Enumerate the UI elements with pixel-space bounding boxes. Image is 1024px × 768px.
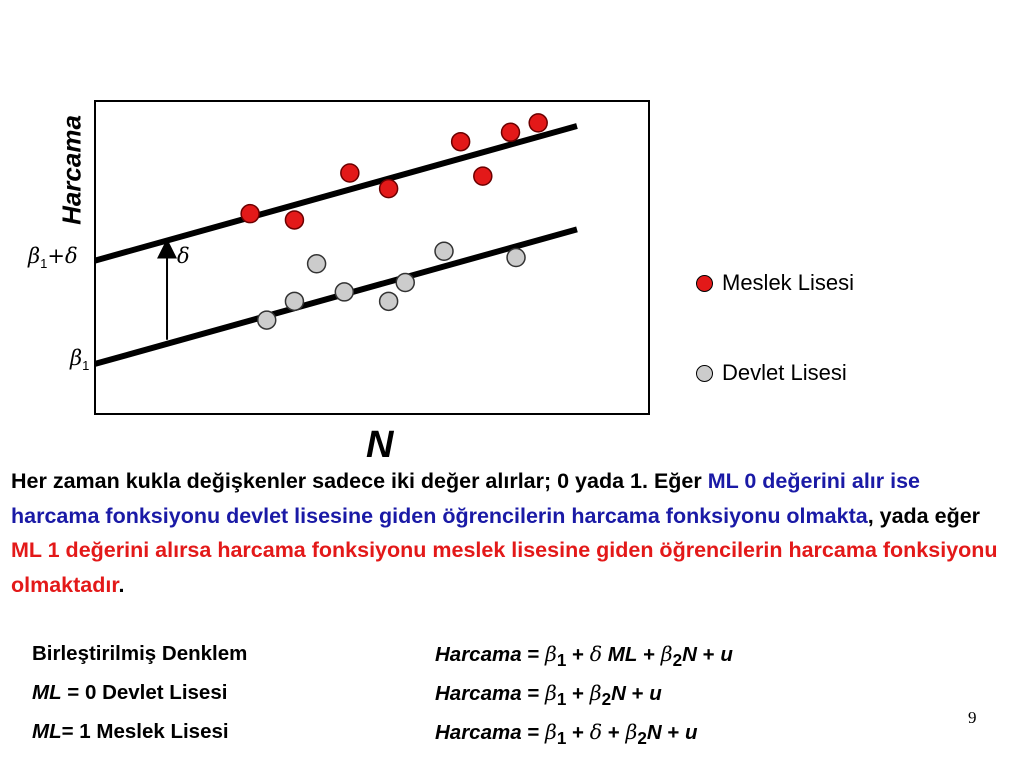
legend-marker-red-dot [696,275,713,292]
legend-label: Meslek Lisesi [722,270,855,295]
paragraph-blue-text: ML 0 değerini alır ise harcama fonksiyonu devlet lisesine giden öğrencilerin harcama fonksiyonu olmakta [11,469,921,528]
meslek-data-point [341,164,359,182]
meslek-data-point [285,211,303,229]
meslek-data-point [474,167,492,185]
devlet-data-point [258,311,276,329]
meslek-data-point [380,180,398,198]
devlet-data-point [435,242,453,260]
paragraph-text: , yada eğer [867,503,981,528]
paragraph-text: Her zaman kukla değişkenler sadece iki değer alırlar; 0 yada 1. Eğer [11,469,708,493]
legend-item-meslek [696,270,854,296]
equation-label: ML= 1 Meslek Lisesi [32,720,229,743]
intercept-label-beta1-plus-delta: $\beta_1+\delta$ [28,244,78,272]
equation-formula: Harcama = $\beta_1 + \delta$ ML + $\beta_2N + u$ [435,642,733,671]
legend-item-devlet [696,360,847,386]
devlet-data-point [285,292,303,310]
devlet-data-point [396,274,414,292]
equation-row-meslek [32,720,832,759]
equation-label: ML = 0 Devlet Lisesi [32,681,228,704]
equation-formula: Harcama = $\beta_1 + \beta_2N + u$ [435,681,662,710]
meslek-data-point [241,205,259,223]
paragraph-red-text: ML 1 değerini alırsa harcama fonksiyonu meslek lisesine giden öğrencilerin harcama fonksiyonu olmaktadır [11,538,998,597]
delta-label: δ [177,244,190,268]
devlet-data-point [507,249,525,267]
x-axis-label: N [366,424,394,466]
paragraph-text: . [118,572,125,597]
y-axis-label: Harcama [56,115,87,225]
equations-table [32,642,832,759]
legend-label: Devlet Lisesi [722,360,847,385]
legend-marker-gray-dot [696,365,713,382]
equation-row-combined [32,642,832,681]
devlet-data-point [380,292,398,310]
page-number: 9 [968,708,977,727]
equation-row-devlet [32,681,832,720]
equation-label: Birleştirilmiş Denklem [32,642,248,665]
devlet-data-point [308,255,326,273]
meslek-data-point [529,114,547,132]
meslek-data-point [452,133,470,151]
intercept-label-beta1: $\beta_1$ [70,346,90,374]
equation-formula: Harcama = $\beta_1 + \delta + \beta_2N + u$ [435,720,698,749]
explanation-paragraph [11,464,1011,602]
meslek-data-point [502,123,520,141]
devlet-data-point [335,283,353,301]
